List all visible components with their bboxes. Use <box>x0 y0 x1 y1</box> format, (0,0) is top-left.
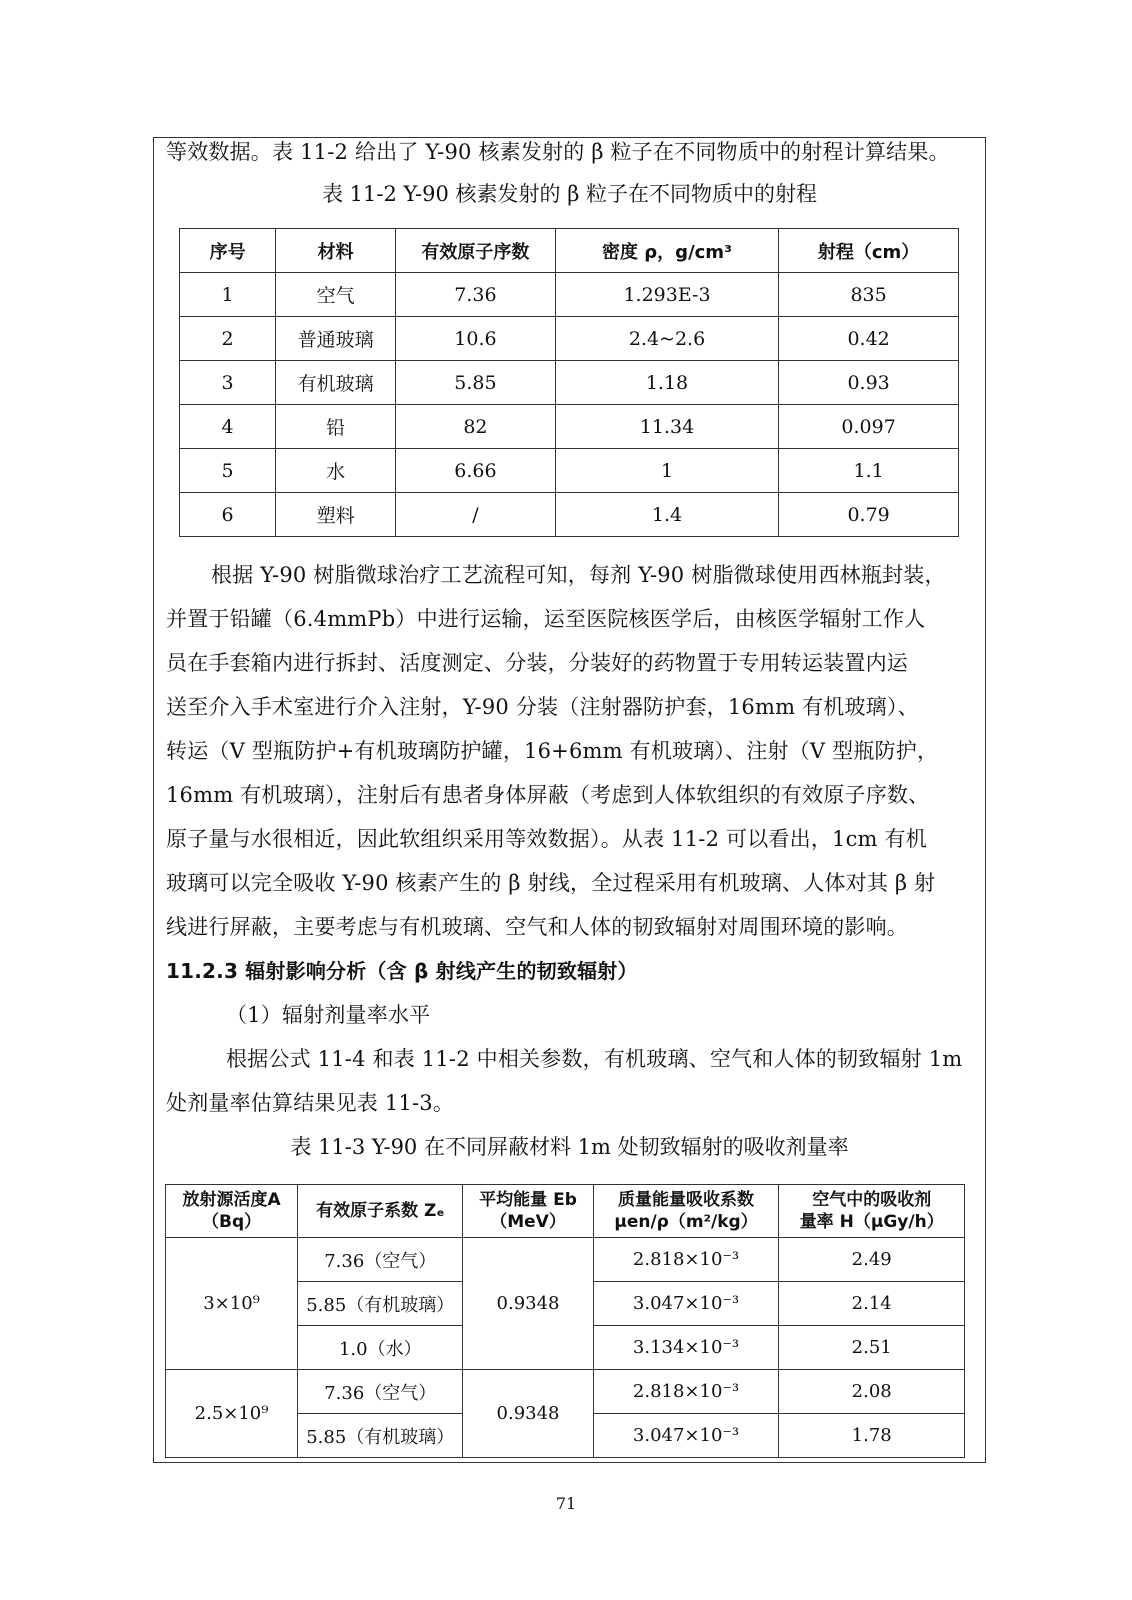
table-cell: / <box>396 493 556 537</box>
table-row <box>166 1370 965 1414</box>
table-row <box>180 405 959 449</box>
paragraph-line: 原子量与水很相近，因此软组织采用等效数据）。从表 11-2 可以看出，1cm 有机 <box>166 827 927 851</box>
table-cell: 5.85 <box>396 361 556 405</box>
table-cell: 普通玻璃 <box>276 317 396 361</box>
paragraph-line: 16mm 有机玻璃），注射后有患者身体屏蔽（考虑到人体软组织的有效原子序数、 <box>166 783 930 807</box>
column-header: 序号 <box>180 229 276 273</box>
table-cell: 6 <box>180 493 276 537</box>
header-line: 空气中的吸收剂 <box>812 1190 932 1210</box>
paragraph-line: 转运（V 型瓶防护+有机玻璃防护罐，16+6mm 有机玻璃）、注射（V 型瓶防护， <box>166 739 939 763</box>
range-table <box>179 228 959 537</box>
table-cell: 有机玻璃 <box>276 361 396 405</box>
table-row <box>180 317 959 361</box>
table-cell: 1 <box>180 273 276 317</box>
table-cell: 1.18 <box>555 361 778 405</box>
paragraph-line: 根据公式 11-4 和表 11-2 中相关参数，有机玻璃、空气和人体的韧致辐射 1m <box>226 1047 963 1071</box>
table-cell: 3 <box>180 361 276 405</box>
header-line: 平均能量 Eb <box>479 1190 577 1210</box>
header-line: （Bq） <box>201 1212 262 1232</box>
table-cell: 4 <box>180 405 276 449</box>
column-header: 密度 ρ，g/cm³ <box>555 229 778 273</box>
column-header: 材料 <box>276 229 396 273</box>
table-cell: 1 <box>555 449 778 493</box>
table-cell: 2 <box>180 317 276 361</box>
table-cell: 1.1 <box>779 449 959 493</box>
paragraph-line: 线进行屏蔽，主要考虑与有机玻璃、空气和人体的韧致辐射对周围环境的影响。 <box>166 915 908 939</box>
paragraph-line: 送至介入手术室进行介入注射，Y-90 分装（注射器防护套，16mm 有机玻璃）、 <box>166 695 919 719</box>
table-cell: 5.85（有机玻璃） <box>298 1414 463 1458</box>
header-line: 质量能量吸收系数 <box>618 1190 754 1210</box>
table-cell: 1.293E-3 <box>555 273 778 317</box>
column-header <box>166 1185 298 1238</box>
table1-caption: 表 11-2 Y-90 核素发射的 β 粒子在不同物质中的射程 <box>321 182 818 206</box>
table-cell: 3.047×10⁻³ <box>593 1282 779 1326</box>
table-row <box>180 361 959 405</box>
table-cell: 5 <box>180 449 276 493</box>
table-cell: 3.134×10⁻³ <box>593 1326 779 1370</box>
table-cell: 塑料 <box>276 493 396 537</box>
table-cell: 7.36（空气） <box>298 1370 463 1414</box>
header-line: 量率 H（μGy/h） <box>799 1212 944 1232</box>
table-header-row <box>166 1185 965 1238</box>
header-line: μen/ρ（m²/kg） <box>614 1212 758 1232</box>
header-line: （MeV） <box>490 1212 566 1232</box>
table-cell: 11.34 <box>555 405 778 449</box>
table2-caption: 表 11-3 Y-90 在不同屏蔽材料 1m 处韧致辐射的吸收剂量率 <box>290 1135 849 1159</box>
table-cell: 835 <box>779 273 959 317</box>
table-cell: 5.85（有机玻璃） <box>298 1282 463 1326</box>
paragraph-line: 员在手套箱内进行拆封、活度测定、分装，分装好的药物置于专用转运装置内运 <box>166 651 908 675</box>
table-cell: 0.79 <box>779 493 959 537</box>
paragraph-line: 处剂量率估算结果见表 11-3。 <box>166 1091 455 1115</box>
table-cell: 3.047×10⁻³ <box>593 1414 779 1458</box>
column-header <box>463 1185 593 1238</box>
sub-heading: （1）辐射剂量率水平 <box>226 1003 431 1027</box>
column-header <box>593 1185 779 1238</box>
table-cell: 2.08 <box>779 1370 965 1414</box>
paragraph-line: 并置于铅罐（6.4mmPb）中进行运输，运至医院核医学后，由核医学辐射工作人 <box>166 607 926 631</box>
table-cell: 2.4~2.6 <box>555 317 778 361</box>
table-cell: 铅 <box>276 405 396 449</box>
paragraph-line: 根据 Y-90 树脂微球治疗工艺流程可知，每剂 Y-90 树脂微球使用西林瓶封装， <box>211 563 946 587</box>
column-header <box>779 1185 965 1238</box>
table-cell: 7.36 <box>396 273 556 317</box>
table-cell: 2.49 <box>779 1238 965 1282</box>
dose-rate-table <box>165 1184 965 1458</box>
column-header: 有效原子序数 <box>396 229 556 273</box>
column-header: 射程（cm） <box>779 229 959 273</box>
table-cell: 1.0（水） <box>298 1326 463 1370</box>
activity-cell: 2.5×10⁹ <box>166 1370 298 1458</box>
table-row <box>180 449 959 493</box>
page-number: 71 <box>555 1494 577 1513</box>
table-cell: 空气 <box>276 273 396 317</box>
energy-cell: 0.9348 <box>463 1370 593 1458</box>
column-header <box>298 1185 463 1238</box>
table-cell: 2.14 <box>779 1282 965 1326</box>
table-cell: 水 <box>276 449 396 493</box>
table-cell: 82 <box>396 405 556 449</box>
intro-line: 等效数据。表 11-2 给出了 Y-90 核素发射的 β 粒子在不同物质中的射程计算结果。 <box>166 140 950 164</box>
table-cell: 6.66 <box>396 449 556 493</box>
table-cell: 0.097 <box>779 405 959 449</box>
table-cell: 1.78 <box>779 1414 965 1458</box>
table-cell: 10.6 <box>396 317 556 361</box>
table-row <box>180 493 959 537</box>
table-row <box>180 273 959 317</box>
activity-cell: 3×10⁹ <box>166 1238 298 1370</box>
energy-cell: 0.9348 <box>463 1238 593 1370</box>
table-cell: 7.36（空气） <box>298 1238 463 1282</box>
table-cell: 1.4 <box>555 493 778 537</box>
header-line: 放射源活度A <box>182 1190 281 1210</box>
table-cell: 2.818×10⁻³ <box>593 1238 779 1282</box>
table-cell: 2.818×10⁻³ <box>593 1370 779 1414</box>
table-cell: 0.42 <box>779 317 959 361</box>
section-heading: 11.2.3 辐射影响分析（含 β 射线产生的韧致辐射） <box>166 959 638 983</box>
paragraph-line: 玻璃可以完全吸收 Y-90 核素产生的 β 射线，全过程采用有机玻璃、人体对其 β 射 <box>166 871 936 895</box>
table-cell: 2.51 <box>779 1326 965 1370</box>
table-header-row <box>180 229 959 273</box>
header-line: 有效原子系数 Zₑ <box>316 1201 445 1221</box>
table-row <box>166 1238 965 1282</box>
table-cell: 0.93 <box>779 361 959 405</box>
